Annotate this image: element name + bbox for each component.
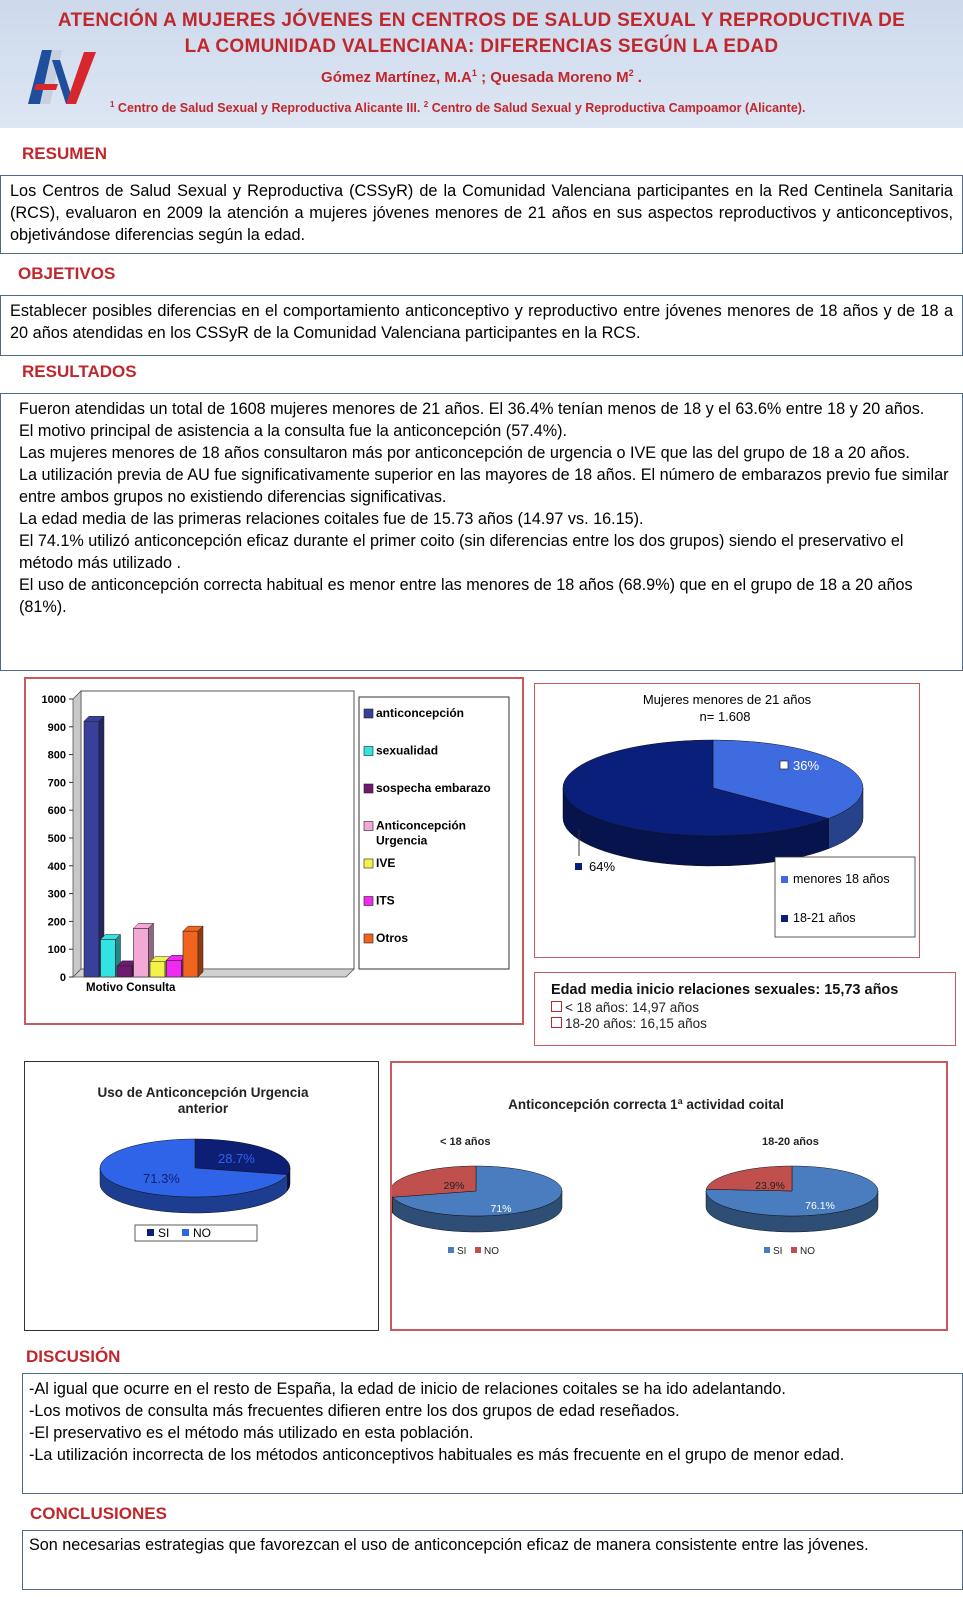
- legend-label: menores 18 años: [793, 872, 890, 886]
- legend-label: 18-21 años: [793, 911, 856, 925]
- author-end: .: [633, 69, 642, 86]
- bar-anticoncepción: [84, 721, 99, 977]
- author-separator: ;: [476, 69, 491, 86]
- legend-swatch-sexualidad: [364, 747, 373, 756]
- y-tick-label: 600: [47, 805, 66, 818]
- plot-side-wall: [73, 691, 81, 977]
- resultados-paragraph: La utilización previa de AU fue significativamente superior en las mayores de 18 años. El número de embarazos previo fue similar entre ambos grupos no existiendo diferencias significativas.: [19, 466, 949, 506]
- edad-media-box: [534, 972, 956, 1046]
- legend-swatch: [781, 915, 788, 922]
- legend-swatch: [781, 876, 788, 883]
- bar-side: [198, 926, 203, 977]
- bar-chart-motivo-consulta: [26, 679, 522, 1023]
- legend-swatch-Otros: [364, 934, 373, 943]
- y-tick-label: 1000: [41, 694, 66, 706]
- y-tick-label: 700: [47, 777, 66, 790]
- legend-swatch: [448, 1247, 454, 1253]
- conclusiones-text: Son necesarias estrategias que favorezcan el uso de anticoncepción eficaz de manera consistente entre las jóvenes.: [22, 1530, 963, 1590]
- edad-media-title: Edad media inicio relaciones sexuales: 15,73 años: [551, 982, 899, 998]
- data-label-marker: [575, 863, 582, 870]
- edad-media-item: [551, 1016, 955, 1031]
- legend-swatch: [791, 1247, 797, 1253]
- affil-1-sup: 1: [110, 100, 115, 109]
- section-title-conclusiones: CONCLUSIONES: [30, 1504, 167, 1523]
- data-label: 29%: [443, 1180, 465, 1192]
- pie-subtitle: < 18 años: [440, 1136, 491, 1148]
- pie-title: Mujeres menores de 21 años: [642, 692, 812, 707]
- legend-label: SI: [158, 1226, 170, 1240]
- legend-swatch: [475, 1247, 481, 1253]
- discusion-line: -El preservativo es el método más utilizado en esta población.: [29, 1424, 474, 1442]
- affil-1: Centro de Salud Sexual y Reproductiva Alicante III.: [114, 101, 424, 116]
- affil-2-sup: 2: [423, 100, 429, 109]
- pie-chart-au-anterior: [25, 1062, 378, 1330]
- resultados-paragraph: Las mujeres menores de 18 años consultaron más por anticoncepción de urgencia o IVE que las del grupo de 18 a 20 años.: [19, 444, 910, 462]
- data-label: 36%: [793, 758, 820, 773]
- legend-label: NO: [800, 1246, 815, 1257]
- edad-media-item: [551, 1000, 955, 1015]
- legend-swatch-sospecha embarazo: [364, 784, 373, 793]
- data-label: 64%: [589, 859, 616, 874]
- pie-subtitle: 18-20 años: [762, 1136, 819, 1148]
- bar-IVE: [150, 962, 165, 977]
- title-line-1: ATENCIÓN A MUJERES JÓVENES EN CENTROS DE SALUD SEXUAL Y REPRODUCTIVA DE: [57, 10, 906, 31]
- bar-sexualidad: [101, 939, 116, 977]
- section-title-discusion: DISCUSIÓN: [26, 1347, 121, 1366]
- bar-Otros: [183, 931, 198, 977]
- legend-box: [775, 857, 915, 937]
- checkbox-icon: [551, 1001, 562, 1012]
- title-line-2: LA COMUNIDAD VALENCIANA: DIFERENCIAS SEGÚN LA EDAD: [184, 36, 779, 57]
- chart-panel-motivo-consulta: [24, 677, 524, 1025]
- legend-swatch-ITS: [364, 897, 373, 906]
- plot-area: [81, 691, 354, 969]
- edad-media-item-label: < 18 años: 14,97 años: [565, 1000, 699, 1015]
- pie-charts-anticoncepcion-correcta: [392, 1063, 946, 1329]
- discusion-line: -Al igual que ocurre en el resto de España, la edad de inicio de relaciones coitales se ha ido adelantando.: [29, 1380, 786, 1398]
- data-label-marker: [780, 761, 788, 769]
- pie-title: Uso de Anticoncepción Urgencia: [97, 1085, 309, 1100]
- author-1-sup: 1: [471, 68, 477, 78]
- legend-swatch: [182, 1229, 189, 1236]
- resultados-paragraph: La edad media de las primeras relaciones coitales fue de 15.73 años (14.97 vs. 16.15).: [19, 510, 644, 528]
- y-tick-label: 0: [59, 972, 66, 984]
- legend-swatch: [147, 1229, 154, 1236]
- legend-label: Otros: [376, 931, 409, 945]
- legend-label: anticoncepción: [376, 706, 465, 720]
- legend-swatch-IVE: [364, 859, 373, 868]
- y-tick-label: 300: [47, 888, 66, 901]
- affiliations: [110, 100, 960, 115]
- y-tick-label: 800: [47, 749, 66, 762]
- pie-chart-mujeres: [535, 684, 919, 957]
- chart-panel-mujeres: [534, 683, 920, 958]
- legend-label: sospecha embarazo: [376, 781, 491, 795]
- resumen-text: Los Centros de Salud Sexual y Reproductiva (CSSyR) de la Comunidad Valenciana participantes en la Red Centinela Sanitaria (RCS), evaluaron en 2009 la atención a mujeres jóvenes menores de 21 años en sus aspectos reproductivos y anticonceptivos, objetivándose diferencias según la edad.: [0, 175, 963, 254]
- author-2: Quesada Moreno M: [490, 69, 629, 86]
- legend-label: sexualidad: [376, 743, 439, 758]
- edad-media-item-label: 18-20 años: 16,15 años: [565, 1016, 707, 1031]
- bar-Anticoncepción Urgencia: [134, 928, 149, 977]
- bar-sospecha embarazo: [117, 966, 132, 977]
- legend-swatch-Anticoncepción Urgencia: [364, 822, 373, 831]
- author-1: Gómez Martínez, M.A: [321, 69, 472, 86]
- section-title-resultados: RESULTADOS: [22, 362, 137, 381]
- y-tick-label: 100: [47, 944, 66, 957]
- pie-title: anterior: [177, 1101, 229, 1116]
- legend-swatch: [764, 1247, 770, 1253]
- objetivos-text: Establecer posibles diferencias en el comportamiento anticonceptivo y reproductivo entre jóvenes menores de 18 años y de 18 a 20 años atendidas en los CSSyR de la Comunidad Valenciana participantes en la RCS.: [0, 295, 963, 356]
- legend-label: NO: [484, 1246, 499, 1257]
- x-category-label: Motivo Consulta: [86, 982, 176, 994]
- section-title-objetivos: OBJETIVOS: [18, 264, 116, 283]
- y-tick-label: 200: [47, 916, 66, 929]
- affil-2: Centro de Salud Sexual y Reproductiva Campoamor (Alicante).: [428, 101, 806, 116]
- resultados-box: [0, 393, 963, 671]
- discusion-box: [22, 1373, 963, 1494]
- data-label: 28.7%: [218, 1151, 255, 1166]
- authors: [0, 68, 963, 86]
- y-tick-label: 400: [47, 860, 66, 873]
- legend-swatch-anticoncepción: [364, 709, 373, 718]
- chart-panel-au-anterior: [24, 1061, 379, 1331]
- resultados-paragraph: Fueron atendidas un total de 1608 mujeres menores de 21 años. El 36.4% tenían menos de 18 y el 63.6% entre 18 y 20 años.: [19, 400, 925, 418]
- discusion-line: -La utilización incorrecta de los métodos anticonceptivos habituales es más frecuente en el grupo de menor edad.: [29, 1446, 845, 1464]
- data-label: 23.9%: [755, 1180, 785, 1192]
- resultados-paragraph: El uso de anticoncepción correcta habitual es menor entre las menores de 18 años (68.9%) que en el grupo de 18 a 20 años (81%).: [19, 576, 913, 616]
- chart-panel-anticoncepcion-correcta: [390, 1061, 948, 1331]
- legend-label: Urgencia: [376, 833, 428, 848]
- data-label: 76.1%: [805, 1200, 835, 1212]
- resultados-paragraph: El motivo principal de asistencia a la consulta fue la anticoncepción (57.4%).: [19, 422, 567, 440]
- bar-ITS: [167, 960, 182, 977]
- legend-label: SI: [773, 1246, 783, 1257]
- pie-subtitle: n= 1.608: [699, 709, 751, 724]
- y-tick-label: 500: [47, 833, 66, 845]
- resultados-paragraph: El 74.1% utilizó anticoncepción eficaz durante el primer coito (sin diferencias entre los dos grupos) siendo el preservativo el método más utilizado .: [19, 532, 904, 572]
- poster-title: [10, 8, 953, 60]
- discusion-line: -Los motivos de consulta más frecuentes difieren entre los dos grupos de edad reseñados.: [29, 1402, 680, 1420]
- data-label: 71.3%: [143, 1171, 180, 1186]
- legend-label: Anticoncepción: [376, 818, 467, 833]
- y-tick-label: 900: [47, 721, 66, 734]
- author-2-sup: 2: [628, 68, 634, 78]
- legend-label: ITS: [376, 893, 395, 908]
- legend-label: IVE: [376, 856, 396, 870]
- checkbox-icon: [551, 1017, 562, 1028]
- legend-label: NO: [193, 1226, 211, 1240]
- section-title-resumen: RESUMEN: [22, 144, 108, 163]
- pie-title: Anticoncepción correcta 1ª actividad coital: [508, 1097, 784, 1112]
- data-label: 71%: [490, 1203, 512, 1215]
- legend-label: SI: [457, 1246, 467, 1257]
